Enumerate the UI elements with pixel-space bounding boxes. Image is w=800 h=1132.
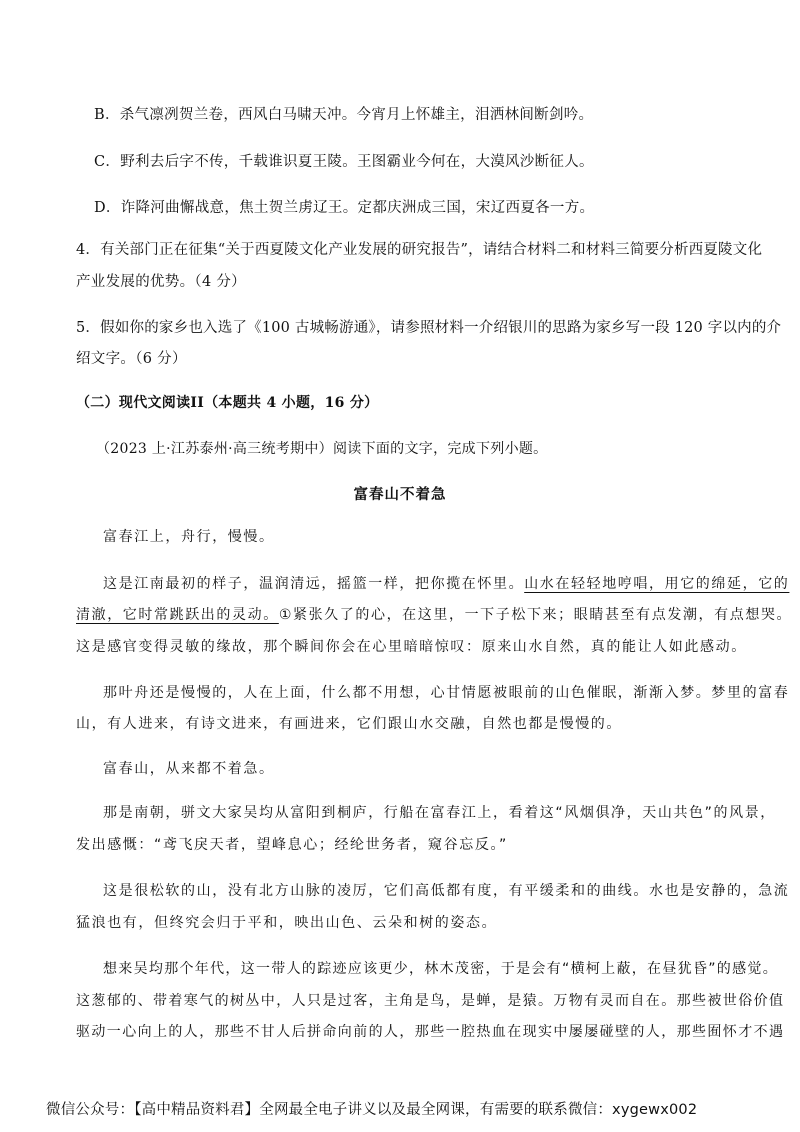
option-c: C．野利去后字不传，千载谁识夏王陵。王图霸业今何在，大漠风沙断征人。	[94, 154, 594, 170]
essay-paragraph-5-line-2: 发出感慨：“鸢飞戾天者，望峰息心；经纶世务者，窥谷忘反。”	[76, 837, 508, 853]
essay-paragraph-3-line-2: 山，有人进来，有诗文进来，有画进来，它们跟山水交融，自然也都是慢慢的。	[76, 716, 622, 732]
essay-paragraph-7-line-1: 想来吴均那个年代，这一带人的踪迹应该更少，林木茂密，于是会有“横柯上蔽，在昼犹昏”的感觉。	[103, 961, 779, 977]
question-5-line-1: 5．假如你的家乡也入选了《100 古城畅游通》，请参照材料一介绍银川的思路为家乡写一段 120 字以内的介	[76, 320, 782, 336]
essay-paragraph-2-line-1	[103, 573, 789, 593]
essay-paragraph-7-line-3: 驱动一心向上的人，那些不甘人后拼命向前的人，那些一腔热血在现实中屡屡碰壁的人，那些囿怀才不遇	[76, 1024, 785, 1040]
essay-paragraph-7-line-2: 这葱郁的、带着寒气的树丛中，人只是过客，主角是鸟，是蝉，是猿。万物有灵而自在。那些被世俗价值	[76, 993, 785, 1009]
essay-paragraph-1: 富春江上，舟行，慢慢。	[103, 529, 275, 545]
section-source: （2023 上·江苏泰州·高三统考期中）阅读下面的文字，完成下列小题。	[96, 441, 548, 457]
footer-watermark: 微信公众号：【高中精品资料君】全网最全电子讲义以及最全网课，有需要的联系微信：xygewx002	[46, 1102, 698, 1118]
question-5-line-2: 绍文字。（6 分）	[76, 351, 187, 367]
question-4-line-2: 产业发展的优势。（4 分）	[76, 274, 246, 290]
section-heading: （二）现代文阅读II（本题共 4 小题，16 分）	[76, 395, 379, 411]
essay-p2-marked-sentence: ①紧张久了的心，在这里，一下子松下来；眼睛甚至有点发潮，有点想哭。	[278, 607, 793, 623]
essay-paragraph-5-line-1: 那是南朝，骈文大家吴均从富阳到桐庐，行船在富春江上，看着这“风烟俱净，天山共色”的风景，	[103, 805, 776, 821]
essay-paragraph-6-line-1: 这是很松软的山，没有北方山脉的凌厉，它们高低都有度，有平缓柔和的曲线。水也是安静的，急流	[103, 883, 790, 899]
option-b: B．杀气凛冽贺兰卷，西风白马啸天冲。今宵月上怀雄主，泪洒林间断剑吟。	[94, 107, 594, 123]
essay-paragraph-2-line-3: 这是感官变得灵敏的缘故，那个瞬间你会在心里暗暗惊叹：原来山水自然，真的能让人如此感动。	[76, 639, 747, 655]
question-4-line-1: 4．有关部门正在征集“关于西夏陵文化产业发展的研究报告”，请结合材料二和材料三简要分析西夏陵文化	[76, 242, 763, 258]
essay-paragraph-6-line-2: 猛浪也有，但终究会归于平和，映出山色、云朵和树的姿态。	[76, 915, 498, 931]
essay-p2-plain-text: 这是江南最初的样子，温润清远，摇篮一样，把你揽在怀里。	[103, 576, 525, 592]
essay-p2-underlined-text: 山水在轻轻地哼唱，用它的绵延，它的	[524, 576, 790, 592]
essay-paragraph-3-line-1: 那叶舟还是慢慢的，人在上面，什么都不用想，心甘情愿被眼前的山色催眠，渐渐入梦。梦里的富春	[103, 685, 790, 701]
essay-title: 富春山不着急	[353, 486, 447, 503]
option-d: D．诈降河曲懈战意，焦土贺兰虏辽王。定都庆洲成三国，宋辽西夏各一方。	[94, 200, 595, 216]
essay-paragraph-2-line-2	[76, 604, 792, 624]
essay-paragraph-4: 富春山，从来都不着急。	[103, 761, 275, 777]
essay-p2-underlined-text-cont: 清澈，它时常跳跃出的灵动。	[76, 607, 279, 623]
